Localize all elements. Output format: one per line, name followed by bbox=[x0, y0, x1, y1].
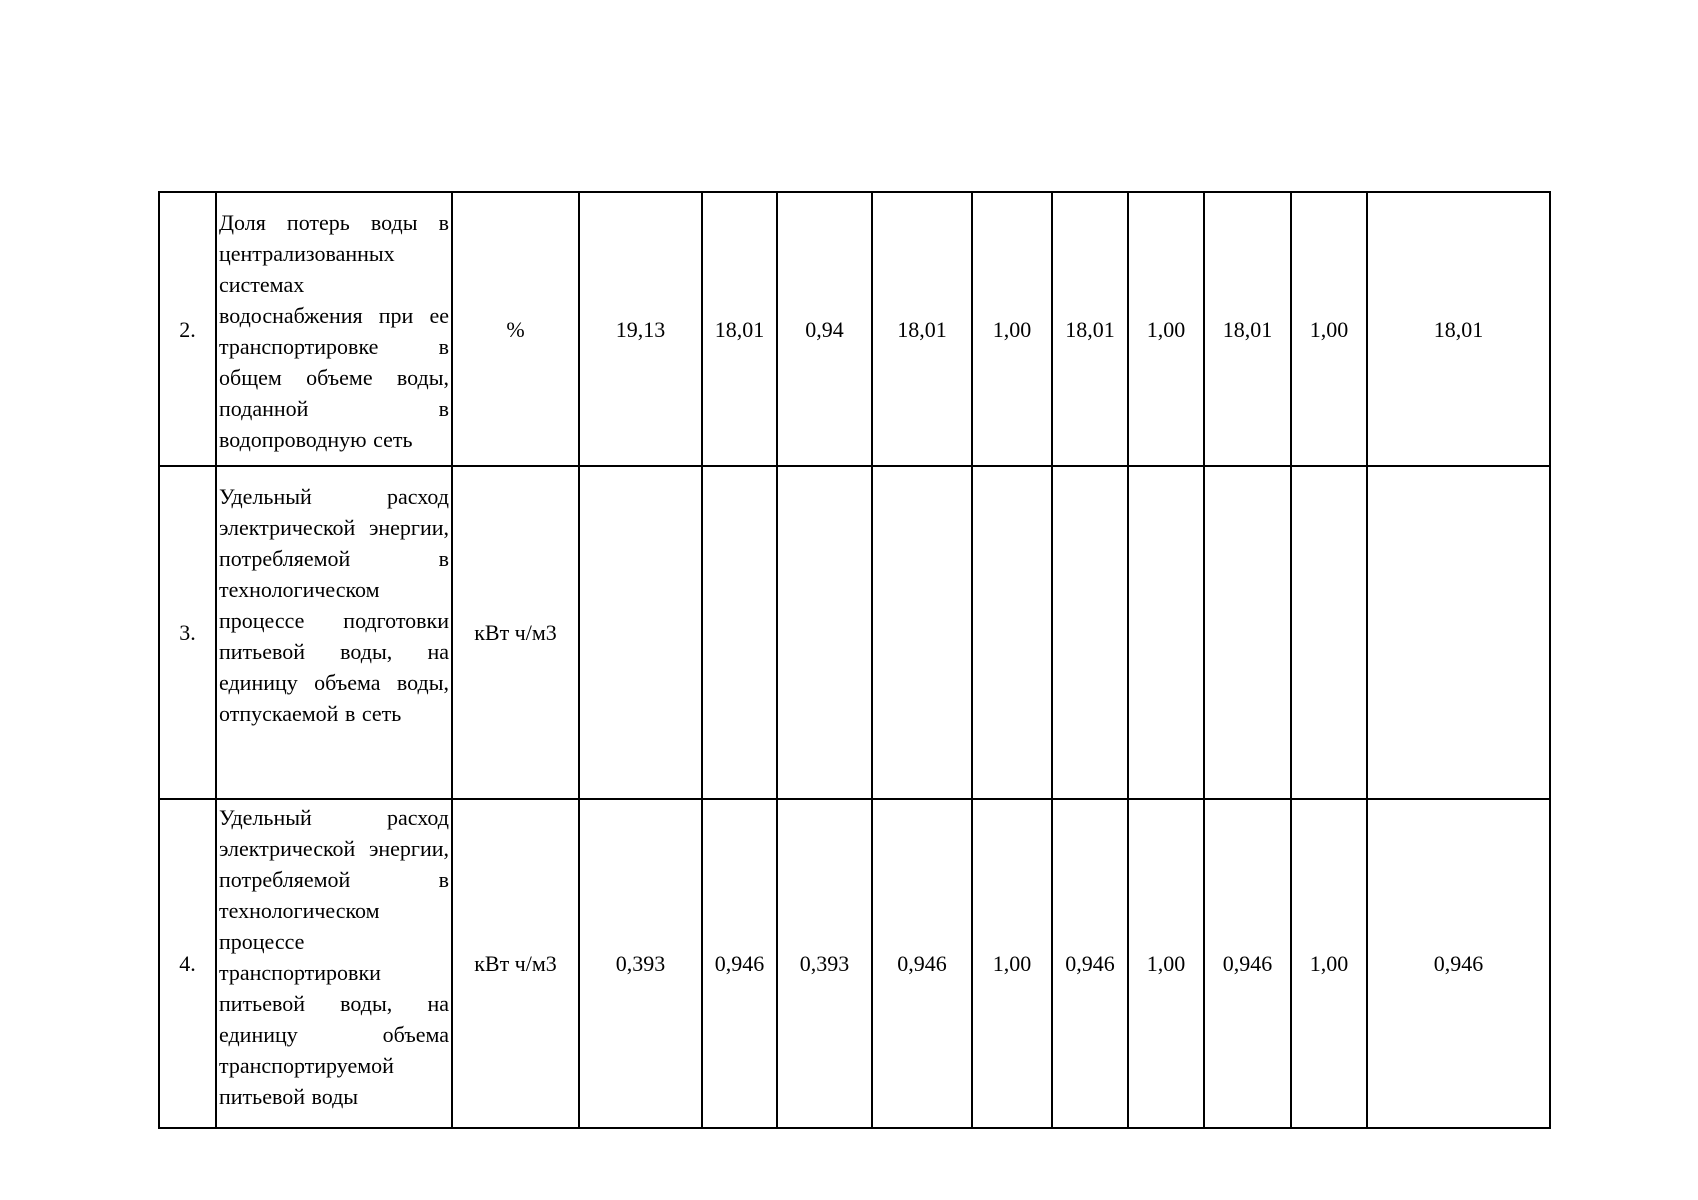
value-cell bbox=[1128, 466, 1204, 799]
value-cell: 18,01 bbox=[702, 192, 777, 466]
value-cell bbox=[1204, 466, 1291, 799]
value-cell bbox=[972, 466, 1052, 799]
value-cell: 0,393 bbox=[579, 799, 702, 1128]
value-cell bbox=[1291, 466, 1367, 799]
table-row bbox=[159, 466, 1550, 799]
table-row bbox=[159, 799, 1550, 1128]
unit-cell: % bbox=[452, 192, 579, 466]
value-cell bbox=[702, 466, 777, 799]
value-cell: 1,00 bbox=[1291, 799, 1367, 1128]
value-cell: 0,94 bbox=[777, 192, 872, 466]
table-row bbox=[159, 192, 1550, 466]
row-number: 4. bbox=[159, 799, 216, 1128]
value-cell: 1,00 bbox=[1291, 192, 1367, 466]
value-cell bbox=[872, 466, 972, 799]
value-cell: 0,946 bbox=[702, 799, 777, 1128]
value-cell bbox=[777, 466, 872, 799]
indicator-description bbox=[216, 466, 452, 799]
value-cell: 0,946 bbox=[1204, 799, 1291, 1128]
indicators-table bbox=[158, 191, 1551, 1129]
indicator-description bbox=[216, 799, 452, 1128]
unit-cell: кВт ч/м3 bbox=[452, 799, 579, 1128]
value-cell: 0,946 bbox=[1052, 799, 1128, 1128]
value-cell bbox=[579, 466, 702, 799]
value-cell bbox=[1367, 466, 1550, 799]
value-cell: 0,946 bbox=[1367, 799, 1550, 1128]
unit-cell: кВт ч/м3 bbox=[452, 466, 579, 799]
value-cell bbox=[1052, 466, 1128, 799]
description-text: Доля потерь воды в централизованных системах водоснабжения при ее транспортировке в общем объеме воды, поданной в водопроводную сеть bbox=[219, 210, 449, 452]
description-text: Удельный расход электрической энергии, потребляемой в технологическом процессе транспортировки питьевой воды, на единицу объема транспортируемой питьевой воды bbox=[219, 805, 449, 1109]
row-number: 2. bbox=[159, 192, 216, 466]
row-number: 3. bbox=[159, 466, 216, 799]
value-cell: 1,00 bbox=[972, 192, 1052, 466]
value-cell: 0,946 bbox=[872, 799, 972, 1128]
value-cell: 1,00 bbox=[972, 799, 1052, 1128]
value-cell: 0,393 bbox=[777, 799, 872, 1128]
value-cell: 1,00 bbox=[1128, 799, 1204, 1128]
value-cell: 19,13 bbox=[579, 192, 702, 466]
value-cell: 18,01 bbox=[872, 192, 972, 466]
value-cell: 18,01 bbox=[1204, 192, 1291, 466]
value-cell: 1,00 bbox=[1128, 192, 1204, 466]
description-text: Удельный расход электрической энергии, потребляемой в технологическом процессе подготовки питьевой воды, на единицу объема воды, отпускаемой в сеть bbox=[219, 484, 449, 726]
value-cell: 18,01 bbox=[1052, 192, 1128, 466]
indicator-description bbox=[216, 192, 452, 466]
value-cell: 18,01 bbox=[1367, 192, 1550, 466]
